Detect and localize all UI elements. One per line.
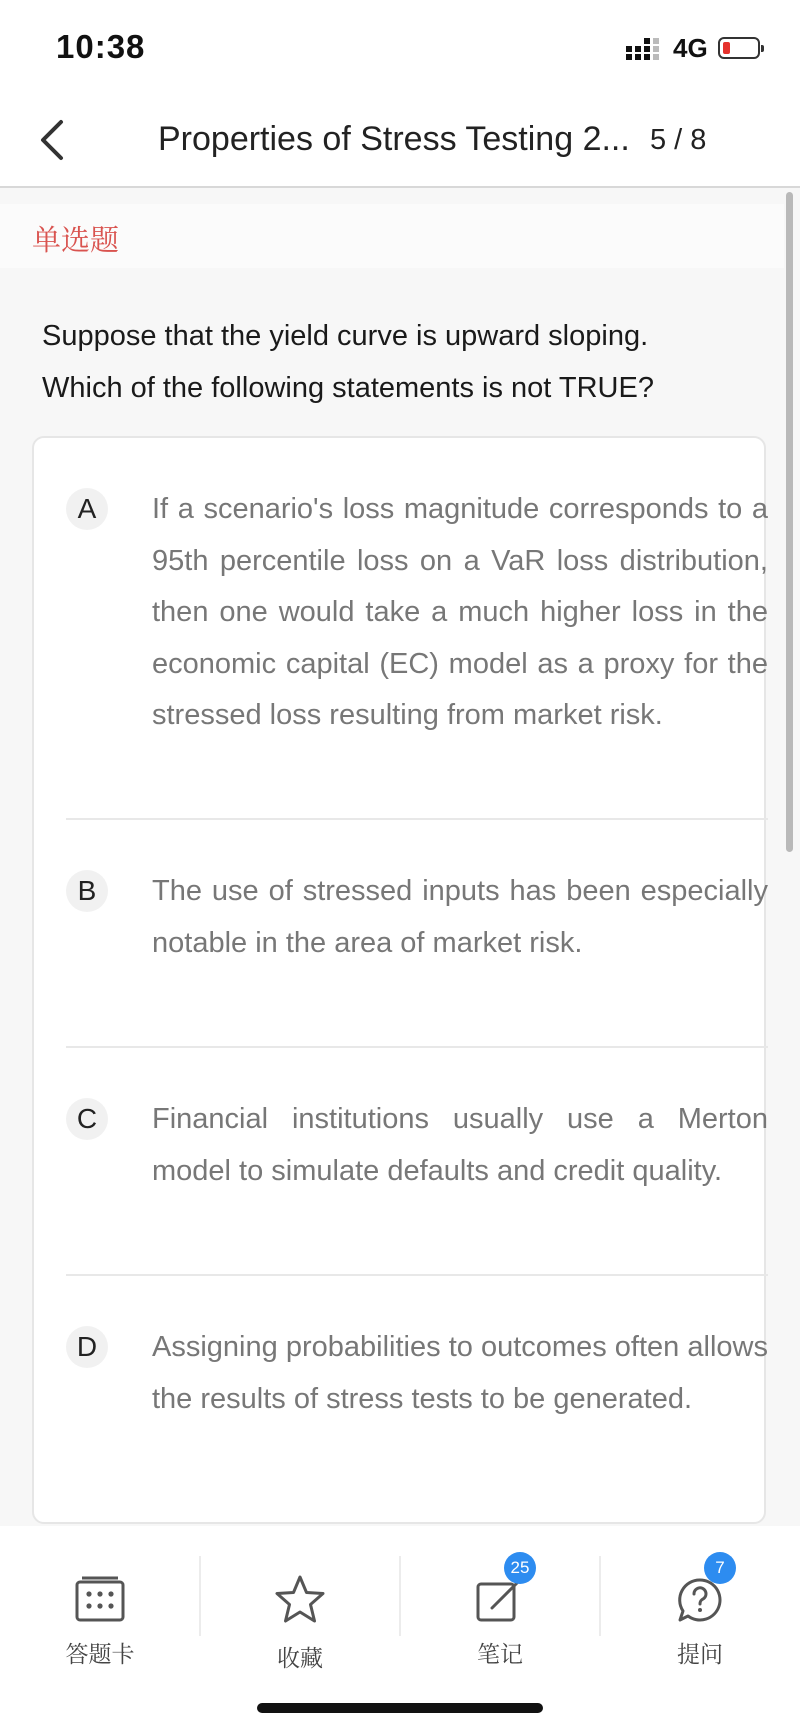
question-line-1: Suppose that the yield curve is upward sloping. [42,320,649,352]
question-line-2: Which of the following statements is not TRUE? [42,372,654,404]
signal-icon [626,38,664,62]
option-letter: B [66,870,108,912]
divider [66,818,768,820]
battery-level [723,42,730,54]
question-type-label: 单选题 [32,225,120,257]
option-letter: C [66,1098,108,1140]
option-text: Assigning probabilities to outcomes often allows the results of stress tests to be generated. [152,1331,768,1415]
home-indicator[interactable] [257,1703,543,1713]
star-icon [274,1574,326,1626]
network-type: 4G [673,33,708,63]
option-letter: D [66,1326,108,1368]
nav-header [0,96,800,188]
tab-ask[interactable] [600,1552,800,1672]
scrollbar[interactable] [786,192,793,852]
tab-label: 笔记 [477,1641,523,1667]
questions-count-badge: 7 [704,1552,736,1584]
chevron-left-icon [37,118,67,162]
options-card [32,436,766,1524]
back-button[interactable] [22,110,82,170]
battery-icon [718,37,760,59]
divider [66,1046,768,1048]
tab-label: 收藏 [277,1645,323,1671]
question-stem [42,310,742,414]
status-bar [0,0,800,96]
tab-label: 提问 [677,1641,723,1667]
tab-answer-card[interactable] [0,1552,200,1672]
tab-favorite[interactable] [200,1552,400,1672]
page-title: Properties of Stress Testing 2... [158,120,630,158]
bottom-toolbar [0,1526,800,1732]
notes-count-badge: 25 [504,1552,536,1584]
question-counter: 5 / 8 [650,124,707,156]
option-text: The use of stressed inputs has been especially notable in the area of market risk. [152,875,768,959]
answer-card-icon [74,1574,126,1626]
option-text: If a scenario's loss magnitude corresponds to a 95th percentile loss on a VaR loss distribution, then one would take a much higher loss in the economic capital (EC) model as a proxy for the stressed loss resulting from market risk. [152,493,768,731]
question-type-row [0,204,784,268]
option-text: Financial institutions usually use a Merton model to simulate defaults and credit quality. [152,1103,768,1187]
tab-label: 答题卡 [65,1641,135,1667]
option-letter: A [66,488,108,530]
divider [66,1274,768,1276]
status-time: 10:38 [56,28,146,65]
tab-notes[interactable] [400,1552,600,1672]
